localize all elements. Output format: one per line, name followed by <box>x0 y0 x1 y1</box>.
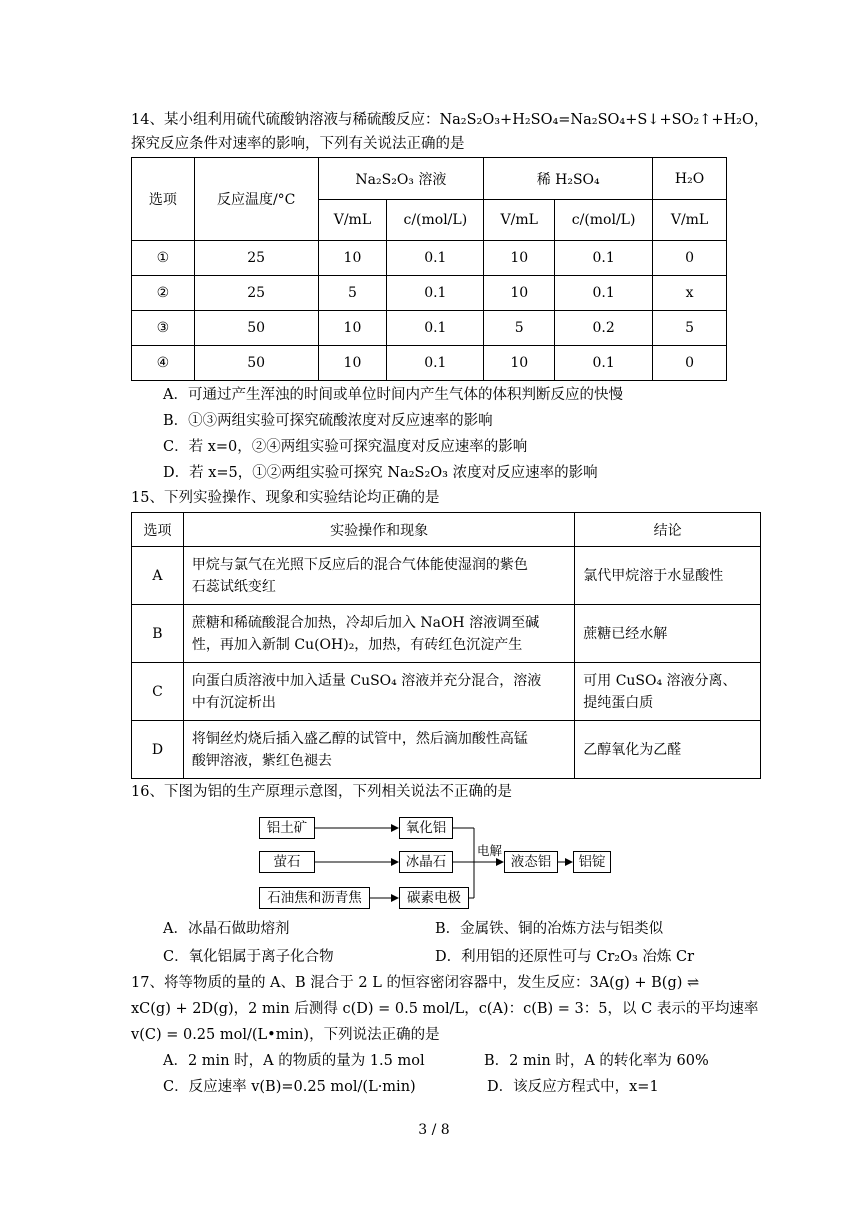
table-cell: 10 <box>484 276 555 311</box>
table-cell: ④ <box>132 346 195 381</box>
q14-stem-line2: 探究反应条件对速率的影响，下列有关说法正确的是 <box>131 136 465 152</box>
table-cell: B <box>132 605 184 663</box>
table-cell: 0.1 <box>387 241 484 276</box>
q15-header-option: 选项 <box>132 513 184 547</box>
table-cell: 5 <box>653 311 727 346</box>
q15-header-operation: 实验操作和现象 <box>183 513 574 547</box>
table-cell: 0.1 <box>555 241 653 276</box>
q17-option-d: D．该反应方程式中，x=1 <box>487 1079 659 1095</box>
q14-option-a: A．可通过产生浑浊的时间或单位时间内产生气体的体积判断反应的快慢 <box>163 387 623 403</box>
q14-sub-v2: V/mL <box>484 200 555 241</box>
table-cell: 5 <box>318 276 387 311</box>
table-cell: 10 <box>484 346 555 381</box>
table-cell: 0.1 <box>387 311 484 346</box>
q14-header-option: 选项 <box>132 158 195 241</box>
table-cell: 0.1 <box>387 276 484 311</box>
q16-option-b: B．金属铁、铜的冶炼方法与铝类似 <box>435 921 664 937</box>
table-cell: 0 <box>653 241 727 276</box>
q14-header-temp: 反应温度/°C <box>194 158 318 241</box>
node-carbon-electrode: 碳素电极 <box>399 887 469 909</box>
table-cell: x <box>653 276 727 311</box>
table-cell: 50 <box>194 346 318 381</box>
table-cell: 10 <box>484 241 555 276</box>
table-cell: 0.1 <box>555 276 653 311</box>
q17-stem-line2: xC(g) + 2D(g)，2 min 后测得 c(D) = 0.5 mol/L，c(A)：c(B) = 3：5，以 C 表示的平均速率 <box>131 1001 759 1017</box>
table-cell: 50 <box>194 311 318 346</box>
q14-option-b: B．①③两组实验可探究硫酸浓度对反应速率的影响 <box>163 413 493 429</box>
q14-sub-v3: V/mL <box>653 200 727 241</box>
table-cell: D <box>132 721 184 779</box>
q15-stem: 15、下列实验操作、现象和实验结论均正确的是 <box>131 490 440 506</box>
conclusion-line1: 可用 CuSO₄ 溶液分离、 <box>583 672 737 689</box>
node-coke: 石油焦和沥青焦 <box>259 887 370 909</box>
q14-sub-c2: c/(mol/L) <box>555 200 653 241</box>
node-cryolite: 冰晶石 <box>399 851 453 873</box>
q16-stem: 16、下图为铝的生产原理示意图，下列相关说法不正确的是 <box>131 784 512 800</box>
label-electrolysis: 电解 <box>477 843 503 858</box>
q17-option-c: C．反应速率 v(B)=0.25 mol/(L·min) <box>163 1079 416 1095</box>
table-cell: 25 <box>194 276 318 311</box>
conclusion-line2: 提纯蛋白质 <box>583 694 654 711</box>
q16-option-a: A．冰晶石做助熔剂 <box>163 921 290 937</box>
q17-option-b: B．2 min 时，A 的转化率为 60% <box>484 1053 709 1069</box>
table-cell: 10 <box>318 311 387 346</box>
conclusion-line1: 氯代甲烷溶于水显酸性 <box>583 567 724 584</box>
operation-line2: 石蕊试纸变红 <box>191 578 276 595</box>
q17-stem-line3: v(C) = 0.25 mol/(L•min)，下列说法正确的是 <box>131 1027 440 1043</box>
q14-header-na2s2o3: Na₂S₂O₃ 溶液 <box>318 158 484 200</box>
operation-line1: 蔗糖和稀硫酸混合加热，冷却后加入 NaOH 溶液调至碱 <box>191 614 540 631</box>
q15-header-conclusion: 结论 <box>575 513 761 547</box>
table-cell: A <box>132 547 184 605</box>
q14-sub-v1: V/mL <box>318 200 387 241</box>
operation-line1: 将铜丝灼烧后插入盛乙醇的试管中，然后滴加酸性高锰 <box>191 730 528 747</box>
table-cell: 10 <box>318 346 387 381</box>
q16-option-d: D．利用铝的还原性可与 Cr₂O₃ 冶炼 Cr <box>435 949 695 965</box>
table-cell: 25 <box>194 241 318 276</box>
q16-option-c: C．氧化铝属于离子化合物 <box>163 949 334 965</box>
q14-option-d: D．若 x=5，①②两组实验可探究 Na₂S₂O₃ 浓度对反应速率的影响 <box>163 465 598 481</box>
table-cell: 10 <box>318 241 387 276</box>
table-cell: 0 <box>653 346 727 381</box>
table-cell: 5 <box>484 311 555 346</box>
operation-line1: 向蛋白质溶液中加入适量 CuSO₄ 溶液并充分混合，溶液 <box>191 672 542 689</box>
table-cell: 0.1 <box>555 346 653 381</box>
table-cell: ② <box>132 276 195 311</box>
table-cell: 0.2 <box>555 311 653 346</box>
conclusion-line1: 蔗糖已经水解 <box>583 625 668 642</box>
table-cell: 0.1 <box>387 346 484 381</box>
node-liquid-aluminum: 液态铝 <box>504 851 558 873</box>
q14-sub-c1: c/(mol/L) <box>387 200 484 241</box>
page-number: 3 / 8 <box>418 1122 450 1138</box>
q14-stem-line1: 14、某小组利用硫代硫酸钠溶液与稀硫酸反应：Na₂S₂O₃+H₂SO₄=Na₂SO₄+S↓+SO₂↑+H₂O， <box>131 112 769 128</box>
q14-header-h2so4: 稀 H₂SO₄ <box>484 158 653 200</box>
node-bauxite: 铝土矿 <box>259 817 315 839</box>
q17-option-a: A．2 min 时，A 的物质的量为 1.5 mol <box>163 1053 425 1069</box>
table-cell: ① <box>132 241 195 276</box>
table-cell: ③ <box>132 311 195 346</box>
node-fluorite: 萤石 <box>259 851 315 873</box>
operation-line2: 酸钾溶液，紫红色褪去 <box>191 752 332 769</box>
table-cell: C <box>132 663 184 721</box>
q14-option-c: C．若 x=0，②④两组实验可探究温度对反应速率的影响 <box>163 439 528 455</box>
conclusion-line1: 乙醇氧化为乙醛 <box>583 741 682 758</box>
node-aluminum-ingot: 铝锭 <box>573 851 611 873</box>
operation-line1: 甲烷与氯气在光照下反应后的混合气体能使湿润的紫色 <box>191 556 528 573</box>
node-alumina: 氧化铝 <box>399 817 453 839</box>
operation-line2: 中有沉淀析出 <box>191 694 276 711</box>
q17-stem-line1: 17、将等物质的量的 A、B 混合于 2 L 的恒容密闭容器中，发生反应：3A(g) + B(g) ⇌ <box>131 975 700 991</box>
operation-line2: 性，再加入新制 Cu(OH)₂，加热，有砖红色沉淀产生 <box>191 636 523 653</box>
q14-header-h2o: H₂O <box>653 158 727 200</box>
